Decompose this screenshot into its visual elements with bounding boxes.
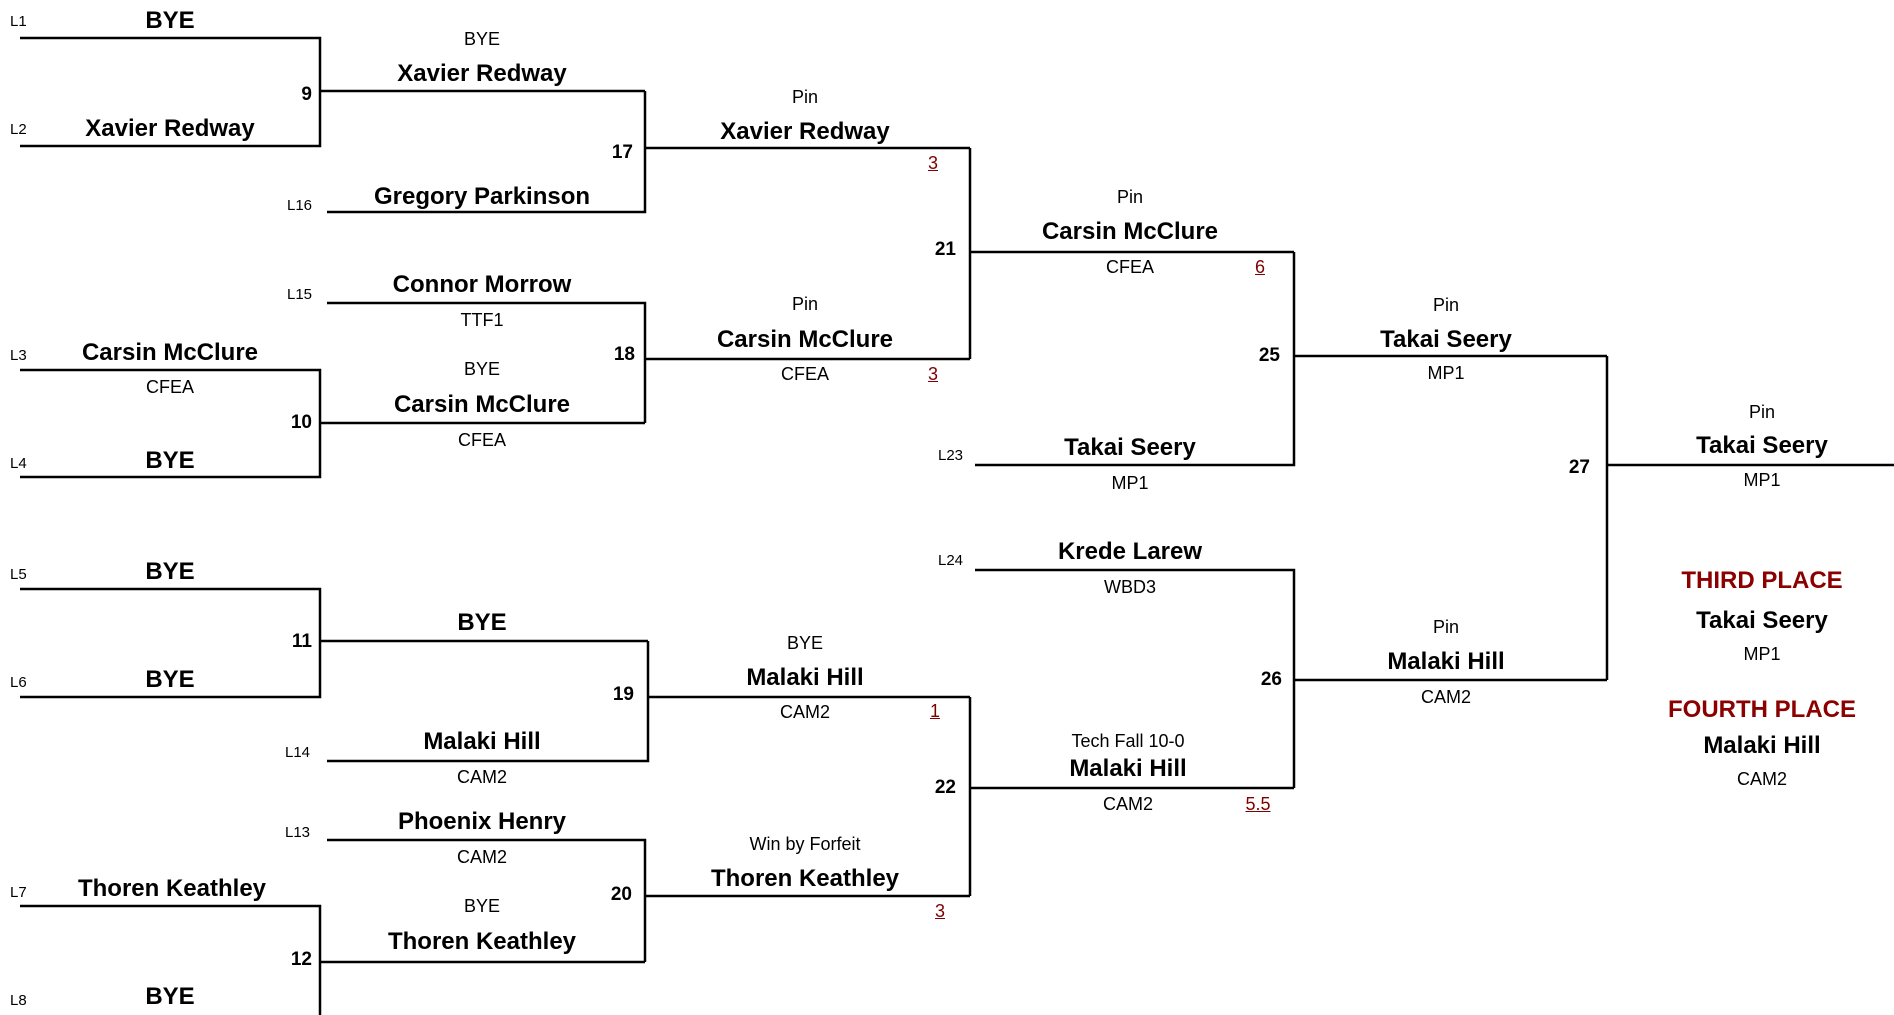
match-number-17[interactable]: 17 bbox=[611, 142, 633, 163]
wrestler-name-l23[interactable]: Takai Seery bbox=[1064, 434, 1196, 461]
match-number-9[interactable]: 9 bbox=[301, 84, 312, 105]
points-link-w22[interactable]: 5.5 bbox=[1245, 794, 1271, 814]
match-number-18[interactable]: 18 bbox=[613, 344, 635, 365]
match-number-22[interactable]: 22 bbox=[934, 777, 956, 798]
match-number-25[interactable]: 25 bbox=[1258, 345, 1280, 366]
slot-label-l7: L7 bbox=[10, 884, 27, 901]
slot-label-l4: L4 bbox=[10, 455, 27, 472]
slot-label-l6: L6 bbox=[10, 674, 27, 691]
slot-label-l13: L13 bbox=[285, 824, 311, 841]
wrestler-name-w18[interactable]: Carsin McClure bbox=[716, 326, 894, 353]
result-w12: BYE bbox=[463, 896, 501, 916]
wrestler-name-l7[interactable]: Thoren Keathley bbox=[77, 875, 267, 902]
fourth-place-team: CAM2 bbox=[1736, 769, 1788, 789]
wrestler-name-w9[interactable]: Xavier Redway bbox=[397, 60, 567, 87]
slot-label-l5: L5 bbox=[10, 566, 27, 583]
team-code-w25: MP1 bbox=[1427, 363, 1465, 383]
match-number-21[interactable]: 21 bbox=[934, 239, 956, 260]
team-code-l13: CAM2 bbox=[456, 847, 508, 867]
wrestler-name-w19[interactable]: Malaki Hill bbox=[746, 664, 864, 691]
team-code-w10: CFEA bbox=[457, 430, 507, 450]
wrestler-name-w22[interactable]: Malaki Hill bbox=[1069, 755, 1187, 782]
wrestler-name-w21[interactable]: Carsin McClure bbox=[1041, 218, 1219, 245]
result-w18: Pin bbox=[791, 294, 819, 314]
slot-label-l2: L2 bbox=[10, 121, 27, 138]
result-w17: Pin bbox=[791, 87, 819, 107]
points-link-w19[interactable]: 1 bbox=[929, 701, 941, 721]
match-number-11[interactable]: 11 bbox=[291, 631, 312, 652]
team-code-l23: MP1 bbox=[1111, 473, 1149, 493]
wrestler-name-l4[interactable]: BYE bbox=[145, 447, 195, 474]
wrestler-name-l5[interactable]: BYE bbox=[145, 558, 195, 585]
slot-label-l24: L24 bbox=[938, 552, 964, 569]
wrestler-name-l16[interactable]: Gregory Parkinson bbox=[373, 183, 591, 210]
result-w21: Pin bbox=[1116, 187, 1144, 207]
fourth-place-label: FOURTH PLACE bbox=[1668, 696, 1856, 723]
team-code-w21: CFEA bbox=[1105, 257, 1155, 277]
wrestler-name-l14[interactable]: Malaki Hill bbox=[423, 728, 541, 755]
match-number-19[interactable]: 19 bbox=[612, 684, 634, 705]
wrestler-name-w11[interactable]: BYE bbox=[457, 609, 507, 636]
team-code-w27: MP1 bbox=[1743, 470, 1781, 490]
slot-label-l3: L3 bbox=[10, 347, 27, 364]
team-code-l24: WBD3 bbox=[1103, 577, 1157, 597]
team-code-w18: CFEA bbox=[780, 364, 830, 384]
match-number-10[interactable]: 10 bbox=[290, 412, 312, 433]
points-link-w20[interactable]: 3 bbox=[934, 901, 946, 921]
team-code-w19: CAM2 bbox=[779, 702, 831, 722]
wrestler-name-l6[interactable]: BYE bbox=[145, 666, 195, 693]
third-place-name[interactable]: Takai Seery bbox=[1696, 607, 1828, 634]
slot-label-l16: L16 bbox=[287, 197, 313, 214]
wrestler-name-w27[interactable]: Takai Seery bbox=[1696, 432, 1828, 459]
match-number-26[interactable]: 26 bbox=[1260, 669, 1282, 690]
wrestler-name-l1[interactable]: BYE bbox=[145, 7, 195, 34]
result-w20: Win by Forfeit bbox=[749, 834, 861, 854]
result-w9: BYE bbox=[463, 29, 501, 49]
wrestler-name-l13[interactable]: Phoenix Henry bbox=[397, 808, 567, 835]
wrestler-name-w10[interactable]: Carsin McClure bbox=[393, 391, 571, 418]
wrestler-name-l24[interactable]: Krede Larew bbox=[1057, 538, 1203, 565]
slot-label-l1: L1 bbox=[10, 13, 27, 30]
wrestler-name-w20[interactable]: Thoren Keathley bbox=[710, 865, 900, 892]
points-link-w21[interactable]: 6 bbox=[1254, 257, 1266, 277]
slot-label-l14: L14 bbox=[285, 744, 311, 761]
wrestler-name-l2[interactable]: Xavier Redway bbox=[85, 115, 255, 142]
wrestler-name-l3[interactable]: Carsin McClure bbox=[81, 339, 259, 366]
team-code-l14: CAM2 bbox=[456, 767, 508, 787]
wrestler-name-w12[interactable]: Thoren Keathley bbox=[387, 928, 577, 955]
result-w22: Tech Fall 10-0 bbox=[1071, 731, 1185, 751]
match-number-20[interactable]: 20 bbox=[610, 884, 632, 905]
result-w26: Pin bbox=[1432, 617, 1460, 637]
wrestler-name-w25[interactable]: Takai Seery bbox=[1380, 326, 1512, 353]
wrestler-name-l15[interactable]: Connor Morrow bbox=[392, 271, 572, 298]
result-w27: Pin bbox=[1748, 402, 1776, 422]
result-w25: Pin bbox=[1432, 295, 1460, 315]
result-w19: BYE bbox=[786, 633, 824, 653]
team-code-l3: CFEA bbox=[145, 377, 195, 397]
slot-label-l15: L15 bbox=[287, 286, 313, 303]
fourth-place-name[interactable]: Malaki Hill bbox=[1703, 732, 1821, 759]
points-link-w18[interactable]: 3 bbox=[927, 364, 939, 384]
team-code-w22: CAM2 bbox=[1102, 794, 1154, 814]
slot-label-l8: L8 bbox=[10, 992, 27, 1009]
result-w10: BYE bbox=[463, 359, 501, 379]
points-link-w17[interactable]: 3 bbox=[927, 153, 939, 173]
wrestler-name-l8[interactable]: BYE bbox=[145, 983, 195, 1010]
team-code-w26: CAM2 bbox=[1420, 687, 1472, 707]
match-number-27[interactable]: 27 bbox=[1568, 457, 1590, 478]
wrestler-name-w17[interactable]: Xavier Redway bbox=[720, 118, 890, 145]
slot-label-l23: L23 bbox=[938, 447, 964, 464]
third-place-label: THIRD PLACE bbox=[1681, 567, 1843, 594]
match-number-12[interactable]: 12 bbox=[290, 949, 312, 970]
team-code-l15: TTF1 bbox=[460, 310, 504, 330]
wrestler-name-w26[interactable]: Malaki Hill bbox=[1387, 648, 1505, 675]
third-place-team: MP1 bbox=[1743, 644, 1781, 664]
